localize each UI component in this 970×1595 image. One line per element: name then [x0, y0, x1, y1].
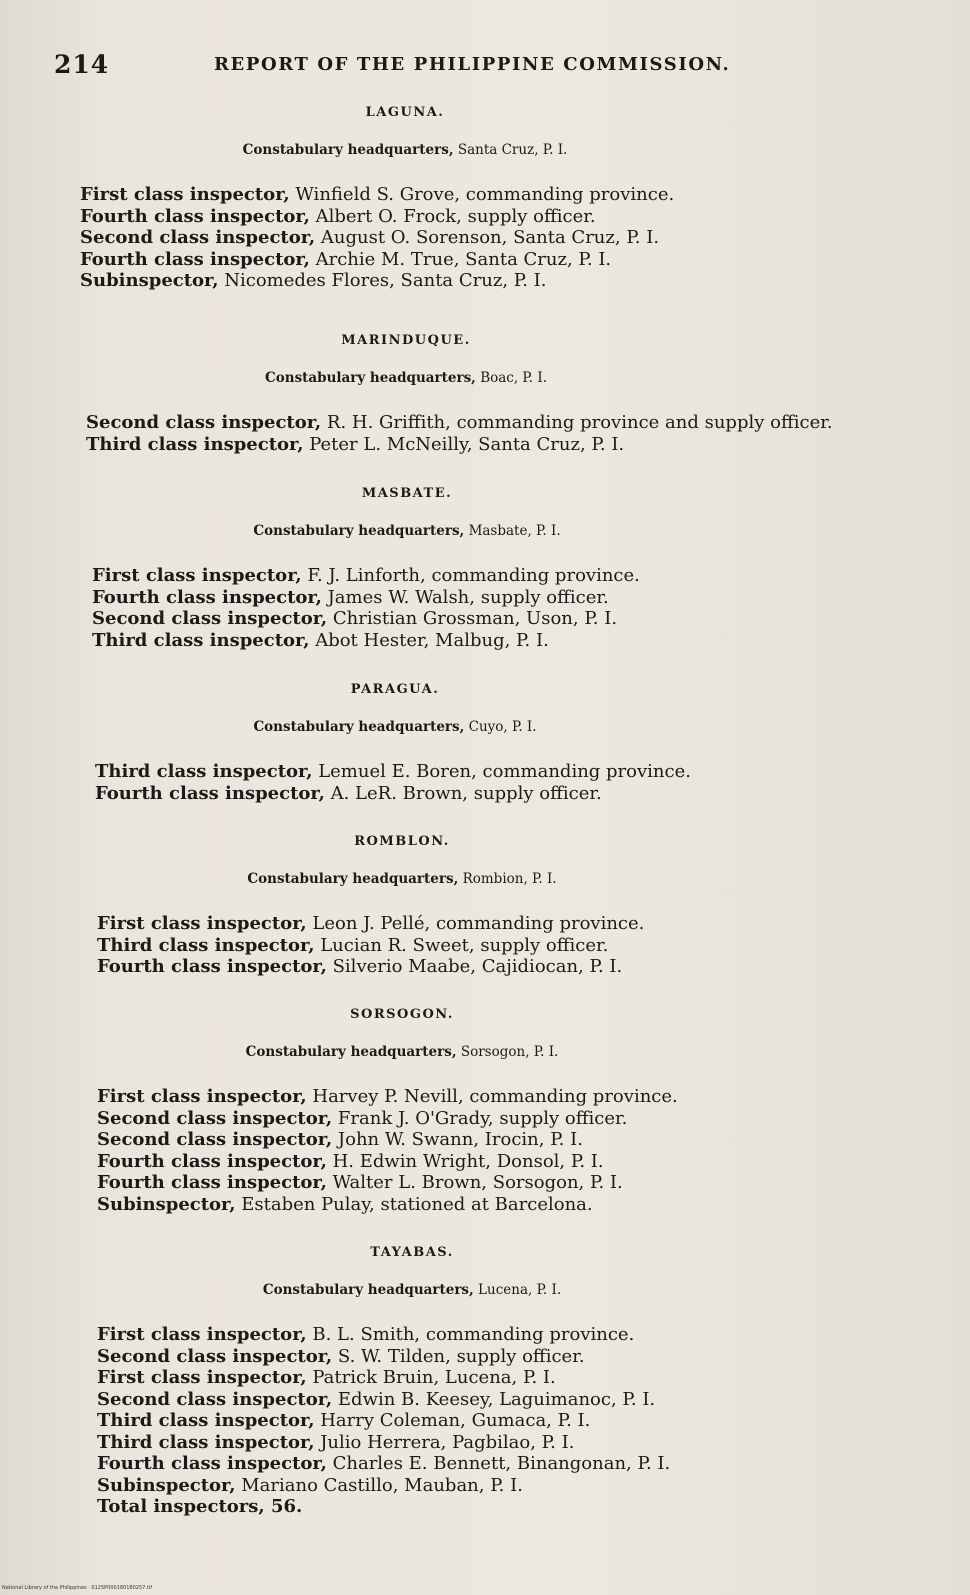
- officer-entry: [97, 1194, 797, 1216]
- officer-detail: A. LeR. Brown, supply officer.: [330, 782, 602, 804]
- officer-rank: Subinspector,: [80, 270, 219, 291]
- section-paragua: [95, 682, 795, 804]
- section-title: LAGUNA.: [365, 105, 445, 120]
- officer-detail: Estaben Pulay, stationed at Barcelona.: [241, 1193, 593, 1215]
- officer-entry: [80, 184, 760, 206]
- officer-entry: [97, 1453, 797, 1475]
- officer-rank: Second class inspector,: [97, 1129, 333, 1150]
- officer-detail: Harry Coleman, Gumaca, P. I.: [320, 1410, 591, 1431]
- running-title: REPORT OF THE PHILIPPINE COMMISSION.: [214, 54, 731, 75]
- officer-rank: Total inspectors, 56.: [97, 1496, 303, 1517]
- officer-entry: [86, 434, 936, 456]
- officer-entry: [80, 249, 760, 271]
- headquarters-label: Constabulary headquarters,: [262, 1282, 474, 1298]
- officer-entry: [97, 1367, 797, 1389]
- headquarters-place: Masbate, P. I.: [468, 523, 561, 539]
- officer-rank: Second class inspector,: [86, 412, 322, 433]
- officer-entry: [80, 227, 760, 249]
- section-title: ROMBLON.: [354, 834, 450, 849]
- officer-detail: Winfield S. Grove, commanding province.: [295, 184, 675, 205]
- headquarters-label: Constabulary headquarters,: [253, 523, 465, 539]
- headquarters-place: Boac, P. I.: [480, 370, 547, 386]
- officer-rank: Subinspector,: [97, 1193, 236, 1215]
- officer-entry: [92, 608, 772, 630]
- officer-rank: Fourth class inspector,: [97, 1172, 327, 1193]
- officer-entry: [95, 783, 795, 805]
- officer-rank: Third class inspector,: [92, 629, 310, 651]
- officer-entry: [97, 935, 797, 957]
- officer-detail: Julio Herrera, Pagbilao, P. I.: [320, 1431, 575, 1453]
- officer-entry: [97, 956, 797, 978]
- officer-detail: Silverio Maabe, Cajidiocan, P. I.: [332, 956, 623, 977]
- officer-list: [95, 761, 795, 804]
- officer-rank: Fourth class inspector,: [97, 956, 327, 977]
- officer-detail: Leon J. Pellé, commanding province.: [312, 913, 645, 934]
- officer-list: [97, 913, 797, 978]
- headquarters-place: Cuyo, P. I.: [468, 719, 537, 735]
- officer-rank: First class inspector,: [97, 1367, 307, 1388]
- total-inspectors: [97, 1496, 797, 1518]
- officer-rank: First class inspector,: [80, 184, 290, 205]
- officer-list: [92, 565, 772, 651]
- officer-rank: First class inspector,: [97, 1086, 307, 1107]
- officer-entry: [97, 1389, 797, 1411]
- officer-entry: [92, 565, 772, 587]
- officer-detail: August O. Sorenson, Santa Cruz, P. I.: [320, 227, 660, 248]
- officer-detail: F. J. Linforth, commanding province.: [307, 565, 640, 586]
- officer-detail: Frank J. O'Grady, supply officer.: [337, 1107, 628, 1129]
- officer-rank: Second class inspector,: [80, 227, 316, 248]
- section-tayabas: [97, 1245, 797, 1518]
- officer-detail: S. W. Tilden, supply officer.: [337, 1345, 585, 1367]
- section-title: PARAGUA.: [350, 682, 440, 697]
- officer-rank: Second class inspector,: [97, 1107, 333, 1129]
- headquarters-place: Santa Cruz, P. I.: [457, 142, 568, 158]
- officer-rank: Third class inspector,: [97, 1410, 315, 1431]
- officer-rank: Third class inspector,: [97, 934, 315, 956]
- headquarters-line: [50, 142, 760, 158]
- headquarters-label: Constabulary headquarters,: [245, 1044, 457, 1060]
- headquarters-line: [92, 523, 722, 539]
- officer-detail: Harvey P. Nevill, commanding province.: [312, 1086, 678, 1107]
- headquarters-label: Constabulary headquarters,: [253, 719, 465, 735]
- officer-detail: James W. Walsh, supply officer.: [327, 586, 609, 608]
- officer-rank: Second class inspector,: [97, 1345, 333, 1367]
- officer-detail: Archie M. True, Santa Cruz, P. I.: [315, 248, 612, 270]
- officer-detail: B. L. Smith, commanding province.: [312, 1324, 635, 1345]
- officer-detail: Edwin B. Keesey, Laguimanoc, P. I.: [337, 1388, 656, 1410]
- officer-entry: [97, 913, 797, 935]
- officer-rank: Fourth class inspector,: [80, 248, 310, 270]
- officer-rank: Second class inspector,: [92, 608, 328, 629]
- officer-list: [97, 1086, 797, 1215]
- officer-detail: R. H. Griffith, commanding province and supply officer.: [326, 412, 833, 433]
- officer-detail: Walter L. Brown, Sorsogon, P. I.: [332, 1172, 623, 1193]
- page-number: 214: [54, 50, 110, 79]
- officer-entry: [97, 1432, 797, 1454]
- officer-rank: Fourth class inspector,: [95, 782, 325, 804]
- officer-rank: Fourth class inspector,: [97, 1453, 327, 1474]
- officer-rank: Third class inspector,: [95, 761, 313, 782]
- officer-entry: [97, 1129, 797, 1151]
- officer-rank: Subinspector,: [97, 1474, 236, 1496]
- headquarters-place: Lucena, P. I.: [478, 1282, 562, 1298]
- officer-entry: [86, 412, 936, 434]
- officer-entry: [97, 1475, 797, 1497]
- officer-detail: Abot Hester, Malbug, P. I.: [315, 629, 549, 651]
- headquarters-place: Sorsogon, P. I.: [460, 1044, 559, 1060]
- officer-rank: Fourth class inspector,: [92, 586, 322, 608]
- officer-rank: Third class inspector,: [97, 1431, 315, 1453]
- officer-list: [97, 1324, 797, 1518]
- officer-rank: Third class inspector,: [86, 433, 304, 455]
- officer-detail: Mariano Castillo, Mauban, P. I.: [241, 1474, 523, 1496]
- officer-detail: Charles E. Bennett, Binangonan, P. I.: [332, 1453, 671, 1474]
- officer-detail: Christian Grossman, Uson, P. I.: [332, 608, 618, 629]
- headquarters-line: [97, 1044, 707, 1060]
- officer-entry: [92, 630, 772, 652]
- officer-entry: [97, 1346, 797, 1368]
- officer-entry: [92, 587, 772, 609]
- section-title: TAYABAS.: [370, 1245, 454, 1260]
- officer-entry: [97, 1108, 797, 1130]
- officer-rank: First class inspector,: [92, 565, 302, 586]
- headquarters-line: [86, 370, 726, 386]
- officer-detail: Albert O. Frock, supply officer.: [315, 205, 596, 227]
- section-title: MASBATE.: [361, 486, 453, 501]
- headquarters-label: Constabulary headquarters,: [265, 370, 476, 386]
- officer-entry: [97, 1086, 797, 1108]
- officer-entry: [80, 206, 760, 228]
- officer-detail: Peter L. McNeilly, Santa Cruz, P. I.: [309, 433, 625, 455]
- officer-detail: H. Edwin Wright, Donsol, P. I.: [332, 1150, 604, 1172]
- officer-detail: Nicomedes Flores, Santa Cruz, P. I.: [224, 270, 547, 291]
- section-title: SORSOGON.: [350, 1007, 454, 1022]
- officer-rank: First class inspector,: [97, 1324, 307, 1345]
- section-sorsogon: [97, 1007, 797, 1215]
- headquarters-label: Constabulary headquarters,: [247, 871, 459, 887]
- officer-detail: Patrick Bruin, Lucena, P. I.: [312, 1367, 556, 1388]
- headquarters-place: Rombion, P. I.: [462, 871, 557, 887]
- officer-list: [80, 184, 760, 292]
- officer-rank: Second class inspector,: [97, 1388, 333, 1410]
- officer-rank: Fourth class inspector,: [80, 205, 310, 227]
- section-masbate: [92, 486, 772, 651]
- officer-rank: Fourth class inspector,: [97, 1150, 327, 1172]
- officer-entry: [95, 761, 795, 783]
- officer-detail: John W. Swann, Irocin, P. I.: [337, 1129, 583, 1150]
- section-laguna: [80, 105, 760, 292]
- officer-entry: [97, 1324, 797, 1346]
- headquarters-line: [95, 719, 695, 735]
- officer-entry: [80, 270, 760, 292]
- officer-detail: Lucian R. Sweet, supply officer.: [320, 934, 609, 956]
- section-romblon: [97, 834, 797, 978]
- headquarters-line: [97, 871, 707, 887]
- headquarters-label: Constabulary headquarters,: [242, 142, 454, 158]
- officer-list: [86, 412, 936, 455]
- officer-detail: Lemuel E. Boren, commanding province.: [318, 761, 691, 782]
- page-header: [54, 50, 784, 84]
- officer-rank: First class inspector,: [97, 913, 307, 934]
- officer-entry: [97, 1410, 797, 1432]
- officer-entry: [97, 1151, 797, 1173]
- headquarters-line: [97, 1282, 727, 1298]
- section-title: MARINDUQUE.: [341, 333, 471, 348]
- archive-stamp: National Library of the Philippines · 0125P000180180257.tif: [2, 1585, 153, 1591]
- section-marinduque: [86, 333, 936, 455]
- officer-entry: [97, 1172, 797, 1194]
